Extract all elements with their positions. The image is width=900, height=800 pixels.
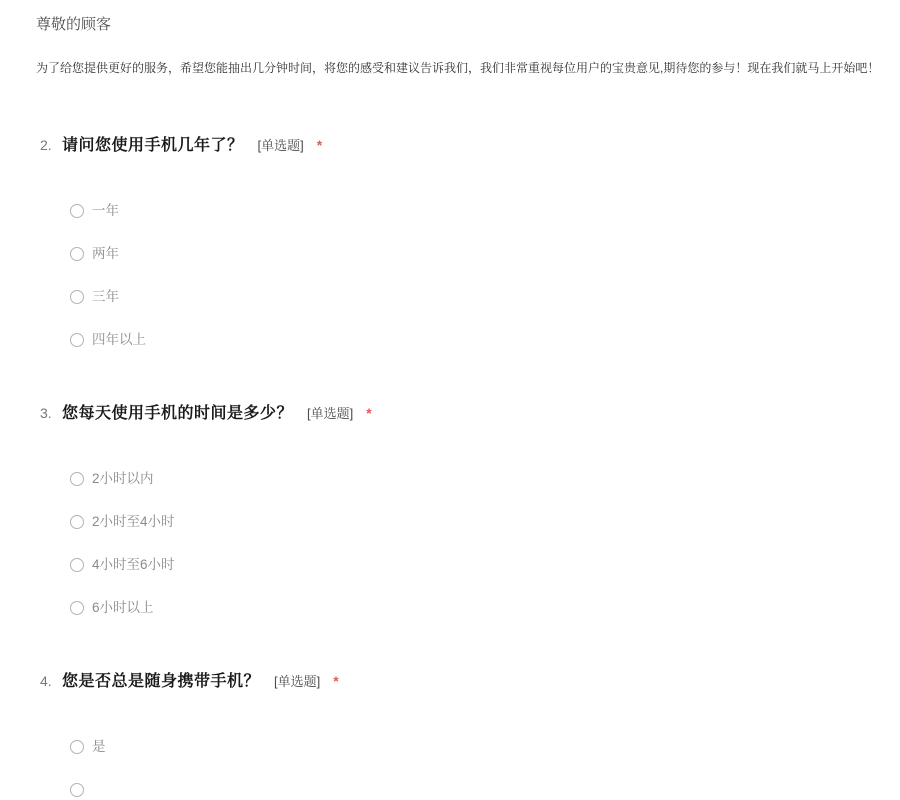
option-label: 2小时以内 <box>92 471 154 486</box>
option-row[interactable] <box>36 514 880 529</box>
question-text: 您每天使用手机的时间是多少？ <box>62 405 294 422</box>
option-row[interactable] <box>36 332 880 347</box>
option-label: 一年 <box>92 203 119 218</box>
question-type-tag: [单选题] <box>274 674 321 689</box>
option-row[interactable] <box>36 471 880 486</box>
radio-icon[interactable] <box>70 783 84 797</box>
question-number: 4. <box>40 673 52 689</box>
radio-icon[interactable] <box>70 247 84 261</box>
option-label: 6小时以上 <box>92 600 154 615</box>
question-2 <box>36 137 880 347</box>
radio-icon[interactable] <box>70 515 84 529</box>
option-label: 三年 <box>92 289 119 304</box>
survey-intro: 为了给您提供更好的服务，希望您能抽出几分钟时间，将您的感受和建议告诉我们，我们非常重视每位用户的宝贵意见,期待您的参与！现在我们就马上开始吧！ <box>36 61 880 75</box>
option-row[interactable] <box>36 289 880 304</box>
required-asterisk: * <box>366 405 372 421</box>
option-label: 2小时至4小时 <box>92 514 175 529</box>
question-4 <box>36 673 880 797</box>
question-3 <box>36 405 880 615</box>
radio-icon[interactable] <box>70 601 84 615</box>
question-4-options <box>36 739 880 797</box>
option-label: 是 <box>92 739 106 754</box>
radio-icon[interactable] <box>70 290 84 304</box>
question-2-options <box>36 203 880 347</box>
question-number: 3. <box>40 405 52 421</box>
required-asterisk: * <box>333 673 339 689</box>
option-label: 4小时至6小时 <box>92 557 175 572</box>
question-type-tag: [单选题] <box>307 406 354 421</box>
option-row[interactable] <box>36 600 880 615</box>
option-label: 两年 <box>92 246 119 261</box>
radio-icon[interactable] <box>70 558 84 572</box>
radio-icon[interactable] <box>70 740 84 754</box>
radio-icon[interactable] <box>70 204 84 218</box>
question-4-heading <box>36 673 880 690</box>
question-type-tag: [单选题] <box>257 138 304 153</box>
option-row[interactable] <box>36 203 880 218</box>
survey-title: 尊敬的顾客 <box>36 16 112 33</box>
question-text: 请问您使用手机几年了？ <box>62 137 244 154</box>
option-label: 四年以上 <box>92 332 146 347</box>
question-3-heading <box>36 405 880 422</box>
required-asterisk: * <box>316 137 323 153</box>
option-row[interactable] <box>36 782 880 797</box>
question-number: 2. <box>40 137 52 153</box>
question-text: 您是否总是随身携带手机？ <box>62 673 261 690</box>
option-row[interactable] <box>36 246 880 261</box>
radio-icon[interactable] <box>70 333 84 347</box>
radio-icon[interactable] <box>70 472 84 486</box>
option-row[interactable] <box>36 557 880 572</box>
option-row[interactable] <box>36 739 880 754</box>
question-2-heading <box>36 137 880 154</box>
question-3-options <box>36 471 880 615</box>
